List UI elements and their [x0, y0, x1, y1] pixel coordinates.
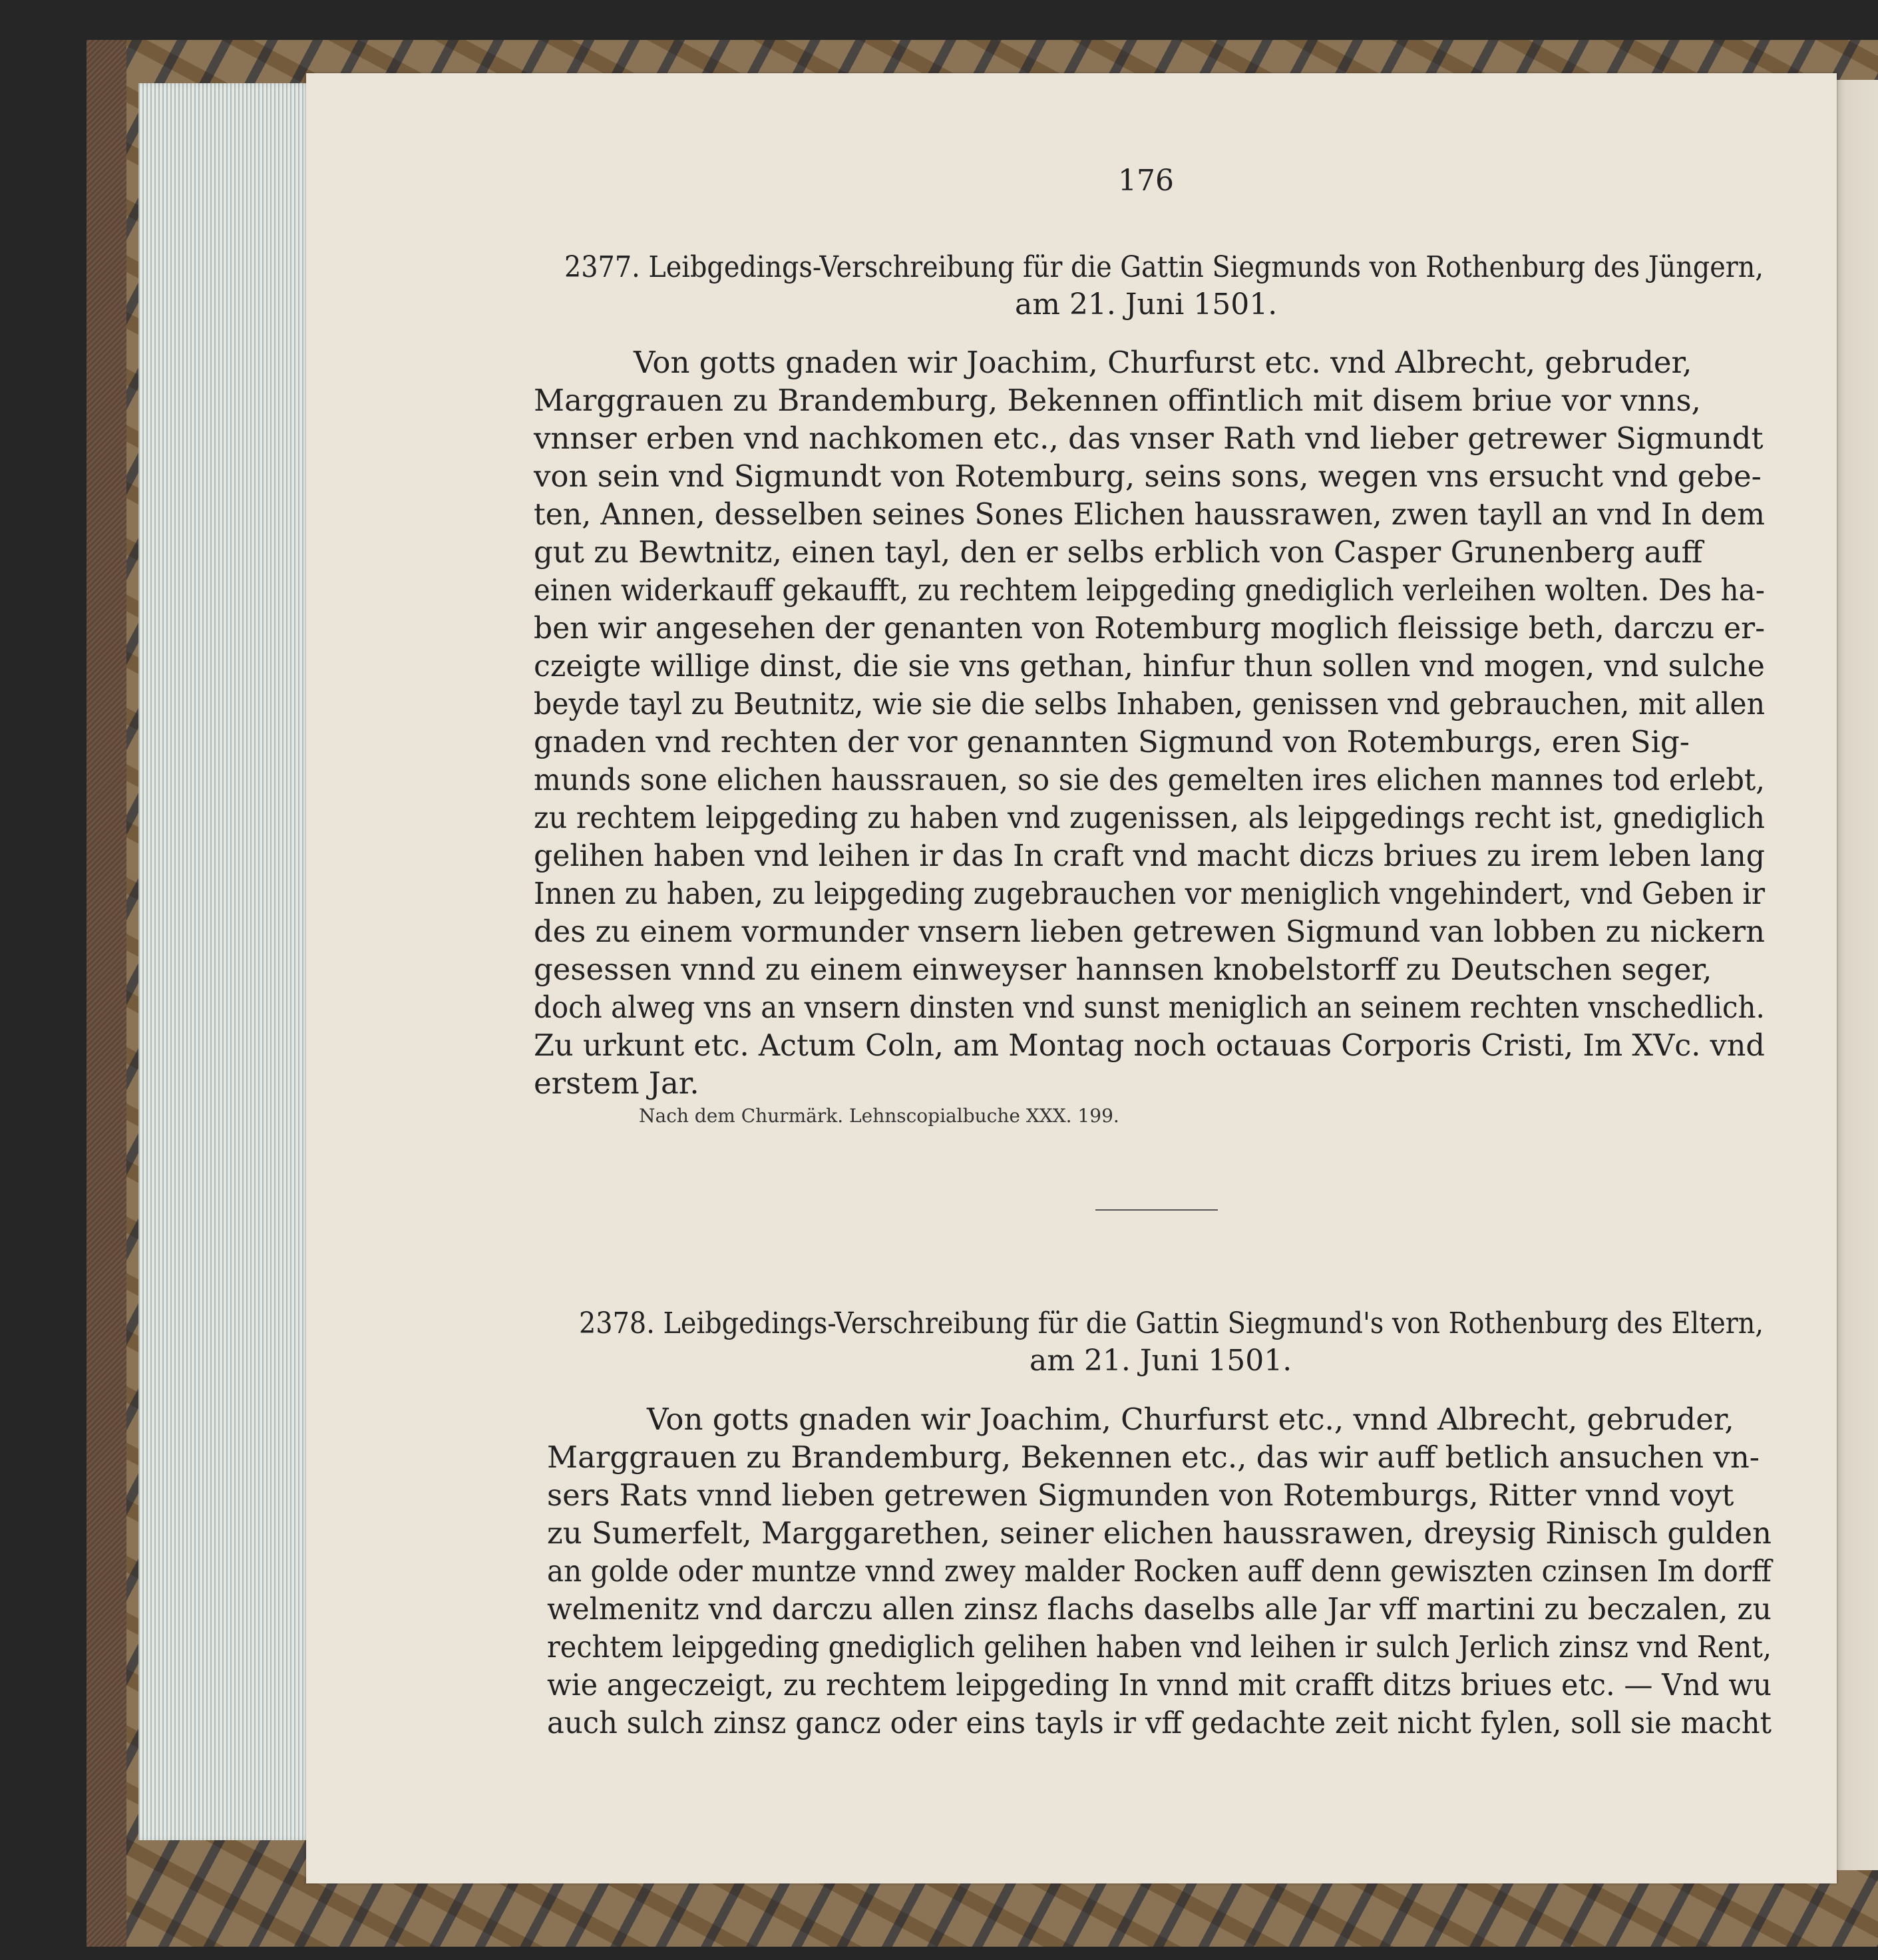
text-line: gut zu Bewtnitz, einen tayl, den er selbs erblich von Casper Grunenberg auff [534, 534, 1703, 570]
page-number: 176 [1118, 164, 1174, 198]
text-line: welmenitz vnd darczu allen zinsz flachs daselbs alle Jar vff martini zu beczalen, zu [547, 1591, 1772, 1627]
facing-page-edge [1831, 80, 1878, 1870]
document-date-2378: am 21. Juni 1501. [1030, 1344, 1292, 1378]
text-line: Marggrauen zu Brandemburg, Bekennen offintlich mit disem briue vor vnns, [534, 383, 1701, 418]
text-line: Marggrauen zu Brandemburg, Bekennen etc., das wir auff betlich ansuchen vn- [547, 1440, 1760, 1475]
document-date-2377: am 21. Juni 1501. [1015, 288, 1278, 321]
text-line: Innen zu haben, zu leipgeding zugebrauchen vor meniglich vngehindert, vnd Geben ir [534, 876, 1766, 911]
text-line: gelihen haben vnd leihen ir das In craft vnd macht diczs briues zu irem leben lang [534, 838, 1766, 873]
text-line: wie angeczeigt, zu rechtem leipgeding In vnnd mit crafft ditzs briues etc. — Vnd wu [547, 1667, 1772, 1702]
text-line: sers Rats vnnd lieben getrewen Sigmunden von Rotemburgs, Ritter vnnd voyt [547, 1477, 1734, 1513]
text-line: von sein vnd Sigmundt von Rotemburg, seins sons, wegen vns ersucht vnd gebe- [534, 459, 1762, 494]
text-line: Von gotts gnaden wir Joachim, Churfurst etc., vnnd Albrecht, gebruder, [647, 1402, 1734, 1437]
text-line: vnnser erben vnd nachkomen etc., das vnser Rath vnd lieber getrewer Sigmundt [534, 421, 1764, 456]
text-line: gnaden vnd rechten der vor genannten Sigmund von Rotemburgs, eren Sig- [534, 724, 1690, 759]
text-line: czeigte willige dinst, die sie vns gethan, hinfur thun sollen vnd mogen, vnd sulche [534, 648, 1765, 684]
text-line: gesessen vnnd zu einem einweyser hannsen knobelstorff zu Deutschen seger, [534, 952, 1712, 987]
document-body-2378 [547, 1400, 1772, 1746]
text-line: an golde oder muntze vnnd zwey malder Rocken auff denn gewiszten czinsen Im dorff [547, 1553, 1772, 1589]
page-block-edge [138, 83, 315, 1840]
text-line: Zu urkunt etc. Actum Coln, am Montag noch octauas Corporis Cristi, Im XVc. vnd [534, 1028, 1765, 1063]
text-line: zu rechtem leipgeding zu haben vnd zugenissen, als leipgedings recht ist, gnediglich [534, 800, 1766, 835]
text-line: Von gotts gnaden wir Joachim, Churfurst etc. vnd Albrecht, gebruder, [634, 345, 1692, 380]
text-line: erstem Jar. [534, 1066, 699, 1101]
document-body-2377 [534, 343, 1765, 1109]
source-note: Nach dem Churmärk. Lehnscopialbuche XXX. 199. [639, 1105, 1119, 1127]
text-line: einen widerkauff gekaufft, zu rechtem leipgeding gnediglich verleihen wolten. Des ha- [534, 572, 1765, 608]
text-line: munds sone elichen haussrauen, so sie des gemelten ires elichen mannes tod erlebt, [534, 762, 1765, 797]
document-heading-2377: 2377. Leibgedings-Verschreibung für die Gattin Siegmunds von Rothenburg des Jüngern, [564, 250, 1764, 284]
document-heading-2378: 2378. Leibgedings-Verschreibung für die Gattin Siegmund's von Rothenburg des Eltern, [579, 1306, 1764, 1340]
text-line: ten, Annen, desselben seines Sones Elichen haussrawen, zwen tayll an vnd In dem [534, 496, 1765, 532]
text-line: des zu einem vormunder vnsern lieben getrewen Sigmund van lobben zu nickern [534, 914, 1765, 949]
cloth-spine [87, 40, 126, 1947]
text-line: ben wir angesehen der genanten von Rotemburg moglich fleissige beth, darczu er- [534, 610, 1766, 646]
text-line: beyde tayl zu Beutnitz, wie sie die selbs Inhaben, genissen vnd gebrauchen, mit allen [534, 686, 1766, 721]
text-line: doch alweg vns an vnsern dinsten vnd sunst meniglich an seinem rechten vnschedlich. [534, 990, 1765, 1025]
text-line: rechtem leipgeding gnediglich gelihen haben vnd leihen ir sulch Jerlich zinsz vnd Rent, [547, 1629, 1772, 1665]
section-divider [1095, 1209, 1218, 1211]
text-line: auch sulch zinsz gancz oder eins tayls ir vff gedachte zeit nicht fylen, soll sie macht [547, 1705, 1772, 1740]
text-line: zu Sumerfelt, Marggarethen, seiner elichen haussrawen, dreysig Rinisch gulden [547, 1515, 1772, 1551]
